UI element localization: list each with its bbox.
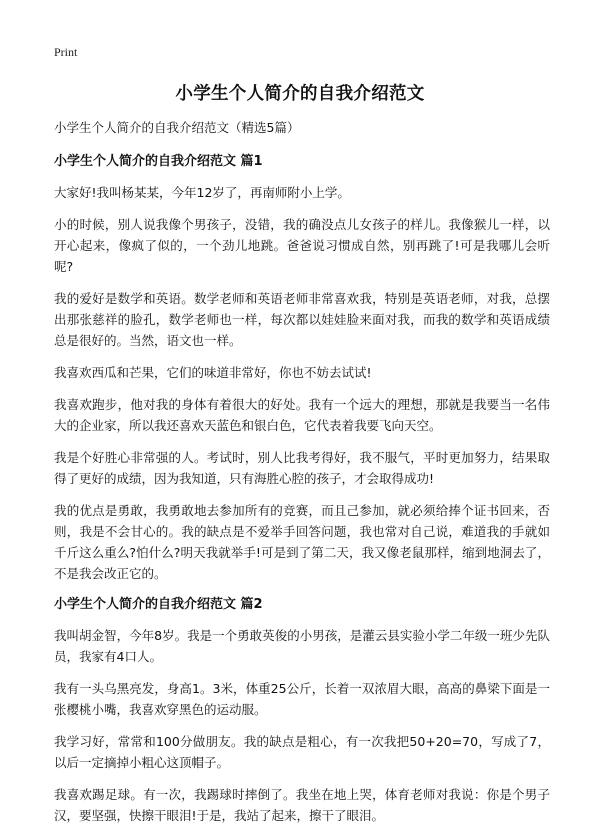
section-1 — [54, 152, 550, 584]
paragraph: 我是个好胜心非常强的人。考试时，别人比我考得好，我不服气，平时更加努力，结果取得了更好的成绩，因为我知道，只有海胜心腔的孩子，才会取得成功! — [54, 450, 550, 486]
document-subtitle: 小学生个人简介的自我介绍范文（精选5篇） — [54, 120, 300, 135]
paragraph: 我的优点是勇敢，我勇敢地去参加所有的竞赛，而且己参加，就必须给捧个证书回来，否则，我是不会甘心的。我的缺点是不爱举手回答问题，我也常对自己说，难道我的手就如千斤这么重么?怕什么?明天我就举手!可是到了第二天，我又像老鼠那样，缩到地洞去了，不是我会改正它的。 — [54, 503, 550, 581]
document-body — [54, 118, 550, 837]
paragraph: 我叫胡金智，今年8岁。我是一个勇敢英俊的小男孩，是灌云县实验小学二年级一班少先队员，我家有4口人。 — [54, 628, 550, 664]
paragraph: 我喜欢踢足球。有一次，我踢球时摔倒了。我坐在地上哭，体育老师对我说：你是个男子汉，要坚强，快擦干眼泪!于是，我站了起来，擦干了眼泪。 — [54, 787, 550, 823]
paragraph: 我的爱好是数学和英语。数学老师和英语老师非常喜欢我，特别是英语老师，对我，总摆出那张慈祥的脸孔，数学老师也一样，每次都以娃娃脸来面对我，而我的数学和英语成绩总是很好的。当然，语文也一样。 — [54, 291, 550, 348]
paragraph: 我喜欢西瓜和芒果，它们的味道非常好，你也不妨去试试! — [54, 365, 372, 380]
section-heading: 小学生个人简介的自我介绍范文 篇1 — [54, 154, 263, 169]
paragraph: 大家好!我叫杨某某，今年12岁了，再南师附小上学。 — [54, 185, 350, 200]
paragraph: 小的时候，别人说我像个男孩子，没错，我的确没点儿女孩子的样儿。我像猴儿一样，以开心起来，像疯了似的，一个劲儿地跳。爸爸说习惯成自然，别再跳了!可是我哪儿会听呢? — [54, 217, 550, 274]
section-heading: 小学生个人简介的自我介绍范文 篇2 — [54, 597, 263, 612]
print-link[interactable]: Print — [54, 45, 78, 59]
document-title: 小学生个人简介的自我介绍范文 — [175, 84, 425, 104]
section-2 — [54, 595, 550, 826]
paragraph: 我有一头乌黑亮发，身高1。3米，体重25公斤，长着一双浓眉大眼，高高的鼻梁下面是一张樱桃小嘴，我喜欢穿黑色的运动服。 — [54, 681, 550, 717]
paragraph: 我学习好，常常和100分做朋友。我的缺点是粗心，有一次我把50+20=70，写成了7，以后一定摘掉小粗心这顶帽子。 — [54, 734, 550, 770]
paragraph: 我喜欢跑步，他对我的身体有着很大的好处。我有一个远大的理想，那就是我要当一名伟大的企业家，所以我还喜欢天蓝色和银白色，它代表着我要飞向天空。 — [54, 397, 550, 433]
